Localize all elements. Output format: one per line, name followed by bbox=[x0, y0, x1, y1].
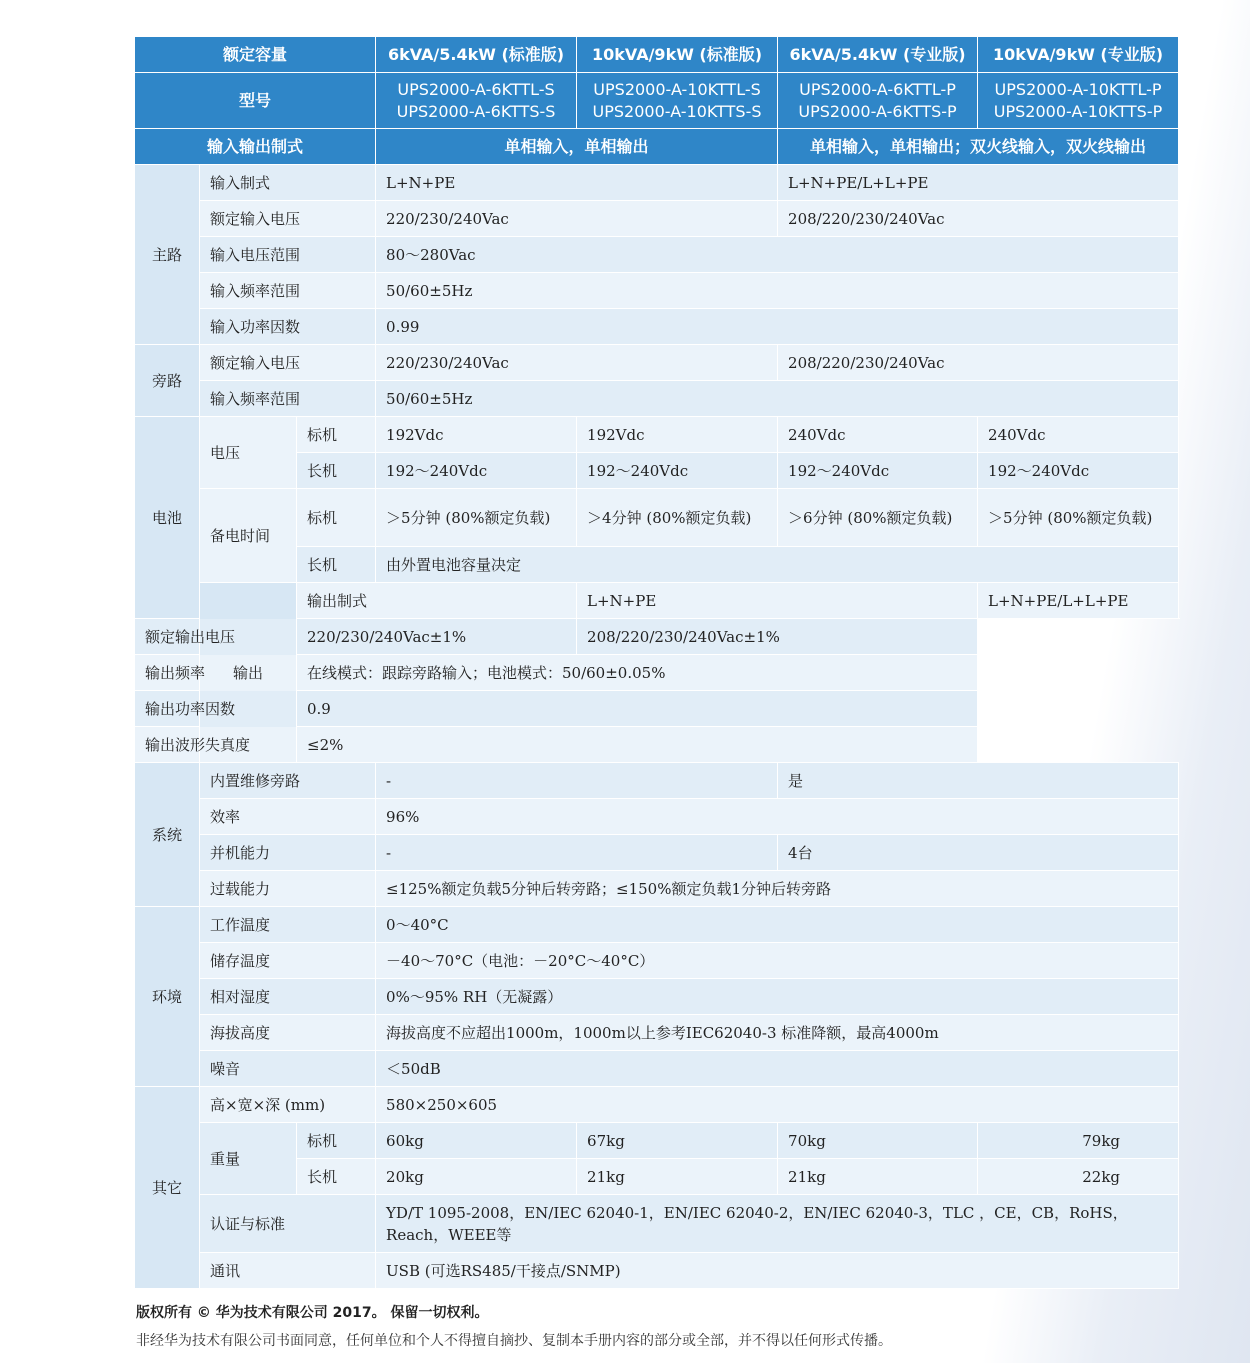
param-value: －40～70°C（电池：－20°C～40°C） bbox=[376, 943, 1179, 979]
param-value: ≤2% bbox=[297, 727, 978, 763]
table-row bbox=[135, 979, 1179, 1015]
model-col-3 bbox=[778, 73, 978, 129]
table-row bbox=[135, 417, 1179, 453]
param-value: 220/230/240Vac bbox=[376, 345, 778, 381]
capacity-col-3: 6kVA/5.4kW (专业版) bbox=[778, 37, 978, 73]
variant-label: 标机 bbox=[297, 1123, 376, 1159]
param-label: 内置维修旁路 bbox=[200, 763, 376, 799]
model-name: UPS2000-A-10KTTS-P bbox=[993, 101, 1163, 121]
copyright-notice: 版权所有 © 华为技术有限公司 2017。 保留一切权利。 bbox=[136, 1305, 489, 1321]
model-col-2 bbox=[577, 73, 778, 129]
param-label: 输入频率范围 bbox=[200, 273, 376, 309]
param-value: 208/220/230/240Vac bbox=[778, 345, 1179, 381]
param-value: 21kg bbox=[778, 1159, 978, 1195]
param-value: L+N+PE/L+L+PE bbox=[778, 165, 1179, 201]
param-value: 22kg bbox=[978, 1159, 1179, 1195]
io-standard: 单相输入，单相输出 bbox=[376, 129, 778, 165]
model-name: UPS2000-A-10KTTS-S bbox=[592, 101, 762, 121]
io-pro: 单相输入，单相输出；双火线输入，双火线输出 bbox=[778, 129, 1179, 165]
param-value: L+N+PE bbox=[376, 165, 778, 201]
param-value: 192～240Vdc bbox=[376, 453, 577, 489]
param-label: 额定输入电压 bbox=[200, 345, 376, 381]
param-value: 50/60±5Hz bbox=[376, 381, 1179, 417]
param-label: 过载能力 bbox=[200, 871, 376, 907]
param-value: ＜50dB bbox=[376, 1051, 1179, 1087]
table-row bbox=[135, 763, 1179, 799]
param-value: 208/220/230/240Vac bbox=[778, 201, 1179, 237]
table-row bbox=[135, 1195, 1179, 1253]
table-row bbox=[135, 871, 1179, 907]
category-main: 主路 bbox=[135, 165, 200, 345]
param-label: 输入电压范围 bbox=[200, 237, 376, 273]
io-row bbox=[135, 129, 1179, 165]
capacity-col-4: 10kVA/9kW (专业版) bbox=[978, 37, 1179, 73]
table-row bbox=[135, 583, 1179, 619]
variant-label: 长机 bbox=[297, 1159, 376, 1195]
table-row bbox=[135, 345, 1179, 381]
table-row bbox=[135, 1253, 1179, 1289]
category-environment: 环境 bbox=[135, 907, 200, 1087]
capacity-row bbox=[135, 37, 1179, 73]
param-value: 192Vdc bbox=[577, 417, 778, 453]
param-label: 输入制式 bbox=[200, 165, 376, 201]
param-value: 192～240Vdc bbox=[778, 453, 978, 489]
model-name: UPS2000-A-6KTTL-P bbox=[799, 79, 956, 99]
variant-label: 长机 bbox=[297, 453, 376, 489]
param-value: 0.9 bbox=[297, 691, 978, 727]
param-value: 4台 bbox=[778, 835, 1179, 871]
table-row bbox=[135, 907, 1179, 943]
category-output: 输出 bbox=[200, 583, 297, 763]
param-label: 输出波形失真度 bbox=[135, 727, 297, 763]
param-label: 输入功率因数 bbox=[200, 309, 376, 345]
table-row bbox=[135, 165, 1179, 201]
param-label: 输出功率因数 bbox=[135, 691, 297, 727]
category-other: 其它 bbox=[135, 1087, 200, 1289]
param-value: - bbox=[376, 835, 778, 871]
table-row bbox=[135, 273, 1179, 309]
table-row bbox=[135, 799, 1179, 835]
table-row bbox=[135, 201, 1179, 237]
param-label: 海拔高度 bbox=[200, 1015, 376, 1051]
param-value: 20kg bbox=[376, 1159, 577, 1195]
param-label: 重量 bbox=[200, 1123, 297, 1195]
param-value: 0.99 bbox=[376, 309, 1179, 345]
param-value: 由外置电池容量决定 bbox=[376, 547, 1179, 583]
table-row bbox=[135, 1015, 1179, 1051]
param-value: 70kg bbox=[778, 1123, 978, 1159]
table-row bbox=[135, 655, 1179, 691]
capacity-col-2: 10kVA/9kW (标准版) bbox=[577, 37, 778, 73]
param-value: ＞4分钟 (80%额定负载) bbox=[577, 489, 778, 547]
param-value: YD/T 1095-2008，EN/IEC 62040-1，EN/IEC 62040-2，EN/IEC 62040-3，TLC ，CE，CB，RoHS，Reach，WEEE等 bbox=[376, 1195, 1179, 1253]
model-row bbox=[135, 73, 1179, 129]
param-value: 是 bbox=[778, 763, 1179, 799]
param-label: 并机能力 bbox=[200, 835, 376, 871]
param-label: 工作温度 bbox=[200, 907, 376, 943]
param-label: 高×宽×深 (mm) bbox=[200, 1087, 376, 1123]
param-value: ≤125%额定负载5分钟后转旁路；≤150%额定负载1分钟后转旁路 bbox=[376, 871, 1179, 907]
table-row bbox=[135, 381, 1179, 417]
param-label: 额定输入电压 bbox=[200, 201, 376, 237]
io-label: 输入输出制式 bbox=[135, 129, 376, 165]
param-label: 储存温度 bbox=[200, 943, 376, 979]
param-value: - bbox=[376, 763, 778, 799]
table-row bbox=[135, 309, 1179, 345]
model-name: UPS2000-A-10KTTL-P bbox=[994, 79, 1162, 99]
variant-label: 标机 bbox=[297, 417, 376, 453]
param-value: 0～40°C bbox=[376, 907, 1179, 943]
param-value: L+N+PE/L+L+PE bbox=[978, 583, 1179, 619]
param-label: 电压 bbox=[200, 417, 297, 489]
param-label: 额定输出电压 bbox=[135, 619, 297, 655]
param-value: 192Vdc bbox=[376, 417, 577, 453]
param-value: 192～240Vdc bbox=[978, 453, 1179, 489]
variant-label: 长机 bbox=[297, 547, 376, 583]
param-value: 96% bbox=[376, 799, 1179, 835]
table-row bbox=[135, 1123, 1179, 1159]
table-row bbox=[135, 691, 1179, 727]
param-value: 50/60±5Hz bbox=[376, 273, 1179, 309]
param-value: 67kg bbox=[577, 1123, 778, 1159]
model-label: 型号 bbox=[135, 73, 376, 129]
capacity-label: 额定容量 bbox=[135, 37, 376, 73]
table-row bbox=[135, 1051, 1179, 1087]
param-value: 580×250×605 bbox=[376, 1087, 1179, 1123]
table-row bbox=[135, 237, 1179, 273]
capacity-col-1: 6kVA/5.4kW (标准版) bbox=[376, 37, 577, 73]
param-value: 海拔高度不应超出1000m，1000m以上参考IEC62040-3 标准降额，最高4000m bbox=[376, 1015, 1179, 1051]
param-value: 0%～95% RH（无凝露） bbox=[376, 979, 1179, 1015]
table-row bbox=[135, 619, 1179, 655]
param-value: 79kg bbox=[978, 1123, 1179, 1159]
table-row bbox=[135, 1087, 1179, 1123]
param-value: USB (可选RS485/干接点/SNMP) bbox=[376, 1253, 1179, 1289]
category-battery: 电池 bbox=[135, 417, 200, 619]
category-bypass: 旁路 bbox=[135, 345, 200, 417]
spec-table bbox=[134, 36, 1179, 1289]
table-row bbox=[135, 489, 1179, 547]
param-label: 输入频率范围 bbox=[200, 381, 376, 417]
param-label: 噪音 bbox=[200, 1051, 376, 1087]
param-value: ＞6分钟 (80%额定负载) bbox=[778, 489, 978, 547]
param-value: 220/230/240Vac±1% bbox=[297, 619, 577, 655]
model-name: UPS2000-A-6KTTS-S bbox=[396, 101, 556, 121]
param-value: ＞5分钟 (80%额定负载) bbox=[978, 489, 1179, 547]
table-row bbox=[135, 943, 1179, 979]
table-row bbox=[135, 727, 1179, 763]
param-value: 60kg bbox=[376, 1123, 577, 1159]
model-name: UPS2000-A-10KTTL-S bbox=[593, 79, 761, 99]
param-value: L+N+PE bbox=[577, 583, 978, 619]
param-value: ＞5分钟 (80%额定负载) bbox=[376, 489, 577, 547]
param-label: 输出制式 bbox=[297, 583, 577, 619]
param-value: 240Vdc bbox=[978, 417, 1179, 453]
param-value: 80～280Vac bbox=[376, 237, 1179, 273]
param-value: 21kg bbox=[577, 1159, 778, 1195]
param-label: 认证与标准 bbox=[200, 1195, 376, 1253]
param-label: 相对湿度 bbox=[200, 979, 376, 1015]
param-label: 输出频率 bbox=[135, 655, 297, 691]
variant-label: 标机 bbox=[297, 489, 376, 547]
param-value: 240Vdc bbox=[778, 417, 978, 453]
usage-notice: 非经华为技术有限公司书面同意，任何单位和个人不得擅自摘抄、复制本手册内容的部分或全部，并不得以任何形式传播。 bbox=[136, 1333, 892, 1349]
model-col-4 bbox=[978, 73, 1179, 129]
model-name: UPS2000-A-6KTTS-P bbox=[798, 101, 957, 121]
model-col-1 bbox=[376, 73, 577, 129]
param-value: 208/220/230/240Vac±1% bbox=[577, 619, 978, 655]
table-row bbox=[135, 835, 1179, 871]
param-label: 通讯 bbox=[200, 1253, 376, 1289]
param-value: 192～240Vdc bbox=[577, 453, 778, 489]
category-system: 系统 bbox=[135, 763, 200, 907]
param-label: 效率 bbox=[200, 799, 376, 835]
param-label: 备电时间 bbox=[200, 489, 297, 583]
model-name: UPS2000-A-6KTTL-S bbox=[397, 79, 555, 99]
param-value: 在线模式：跟踪旁路输入；电池模式：50/60±0.05% bbox=[297, 655, 978, 691]
param-value: 220/230/240Vac bbox=[376, 201, 778, 237]
